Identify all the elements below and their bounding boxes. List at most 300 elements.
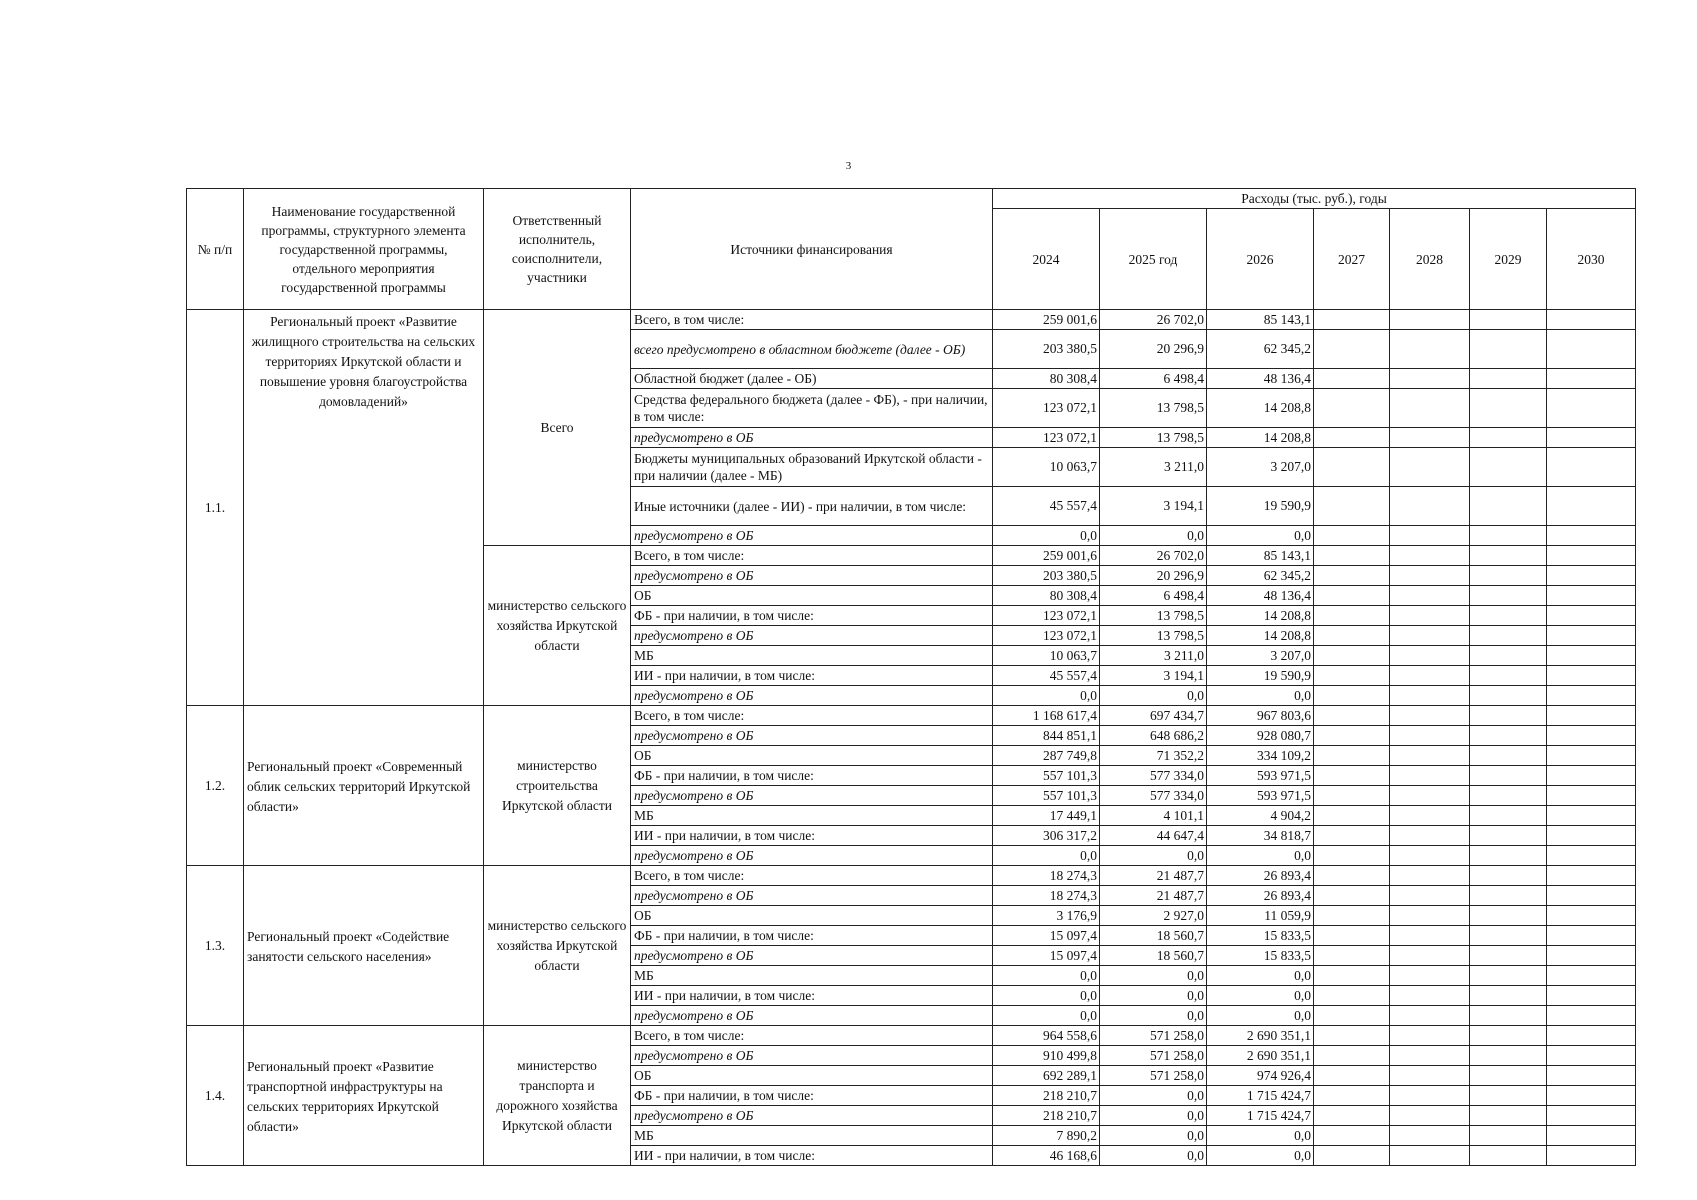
funding-source: предусмотрено в ОБ xyxy=(631,1006,993,1026)
year-value: 0,0 xyxy=(993,1006,1100,1026)
year-value: 0,0 xyxy=(1207,846,1314,866)
year-value xyxy=(1314,786,1390,806)
year-value xyxy=(1390,906,1470,926)
year-value xyxy=(1470,448,1547,487)
funding-source: Бюджеты муниципальных образований Иркутской области - при наличии (далее - МБ) xyxy=(631,448,993,487)
executor: министерство строительства Иркутской области xyxy=(484,706,631,866)
year-value xyxy=(1470,1146,1547,1166)
year-value xyxy=(1390,448,1470,487)
year-value xyxy=(1390,586,1470,606)
section-number: 1.4. xyxy=(187,1026,244,1166)
header-year: 2027 xyxy=(1314,209,1390,310)
year-value xyxy=(1547,906,1636,926)
year-value: 2 690 351,1 xyxy=(1207,1026,1314,1046)
year-value xyxy=(1390,806,1470,826)
year-value xyxy=(1314,546,1390,566)
year-value: 0,0 xyxy=(1100,1006,1207,1026)
year-value: 10 063,7 xyxy=(993,448,1100,487)
year-value xyxy=(1314,389,1390,428)
year-value: 334 109,2 xyxy=(1207,746,1314,766)
year-value xyxy=(1470,766,1547,786)
year-value xyxy=(1390,826,1470,846)
year-value xyxy=(1314,986,1390,1006)
year-value xyxy=(1314,448,1390,487)
year-value xyxy=(1314,686,1390,706)
year-value: 18 274,3 xyxy=(993,886,1100,906)
year-value xyxy=(1547,1086,1636,1106)
year-value: 20 296,9 xyxy=(1100,330,1207,369)
header-expenses: Расходы (тыс. руб.), годы xyxy=(993,189,1636,209)
year-value xyxy=(1470,866,1547,886)
funding-source: ИИ - при наличии, в том числе: xyxy=(631,986,993,1006)
year-value xyxy=(1314,706,1390,726)
year-value xyxy=(1314,526,1390,546)
year-value xyxy=(1547,726,1636,746)
year-value: 203 380,5 xyxy=(993,566,1100,586)
year-value xyxy=(1470,626,1547,646)
year-value xyxy=(1314,626,1390,646)
year-value: 10 063,7 xyxy=(993,646,1100,666)
budget-table xyxy=(186,188,1636,1166)
year-value xyxy=(1314,1046,1390,1066)
year-value: 218 210,7 xyxy=(993,1106,1100,1126)
year-value xyxy=(1314,586,1390,606)
section-number: 1.2. xyxy=(187,706,244,866)
year-value xyxy=(1470,906,1547,926)
year-value xyxy=(1470,428,1547,448)
year-value: 45 557,4 xyxy=(993,487,1100,526)
year-value: 557 101,3 xyxy=(993,766,1100,786)
year-value: 259 001,6 xyxy=(993,310,1100,330)
year-value: 0,0 xyxy=(1100,1146,1207,1166)
header-year: 2028 xyxy=(1390,209,1470,310)
header-year: 2029 xyxy=(1470,209,1547,310)
year-value xyxy=(1470,886,1547,906)
year-value xyxy=(1390,846,1470,866)
year-value xyxy=(1547,826,1636,846)
year-value xyxy=(1314,330,1390,369)
year-value xyxy=(1470,806,1547,826)
year-value xyxy=(1470,330,1547,369)
year-value: 0,0 xyxy=(1100,1106,1207,1126)
year-value: 26 893,4 xyxy=(1207,866,1314,886)
funding-source: МБ xyxy=(631,966,993,986)
section-name: Региональный проект «Современный облик сельских территорий Иркутской области» xyxy=(244,706,484,866)
year-value: 218 210,7 xyxy=(993,1086,1100,1106)
year-value xyxy=(1547,428,1636,448)
funding-source: ИИ - при наличии, в том числе: xyxy=(631,1146,993,1166)
year-value: 13 798,5 xyxy=(1100,389,1207,428)
year-value xyxy=(1547,448,1636,487)
year-value xyxy=(1547,966,1636,986)
header-year: 2024 xyxy=(993,209,1100,310)
year-value: 80 308,4 xyxy=(993,369,1100,389)
header-year: 2025 год xyxy=(1100,209,1207,310)
year-value xyxy=(1547,546,1636,566)
year-value xyxy=(1470,966,1547,986)
year-value: 6 498,4 xyxy=(1100,369,1207,389)
year-value xyxy=(1470,706,1547,726)
year-value: 577 334,0 xyxy=(1100,766,1207,786)
year-value xyxy=(1547,606,1636,626)
year-value: 14 208,8 xyxy=(1207,389,1314,428)
year-value: 123 072,1 xyxy=(993,389,1100,428)
year-value xyxy=(1314,1086,1390,1106)
year-value: 593 971,5 xyxy=(1207,766,1314,786)
year-value xyxy=(1470,926,1547,946)
funding-source: Всего, в том числе: xyxy=(631,1026,993,1046)
funding-source: МБ xyxy=(631,1126,993,1146)
funding-source: предусмотрено в ОБ xyxy=(631,786,993,806)
year-value: 15 097,4 xyxy=(993,926,1100,946)
year-value xyxy=(1470,487,1547,526)
year-value xyxy=(1314,766,1390,786)
year-value: 2 927,0 xyxy=(1100,906,1207,926)
year-value xyxy=(1314,369,1390,389)
year-value xyxy=(1314,906,1390,926)
year-value xyxy=(1547,526,1636,546)
year-value xyxy=(1547,330,1636,369)
section-name: Региональный проект «Содействие занятости сельского населения» xyxy=(244,866,484,1026)
year-value xyxy=(1390,886,1470,906)
year-value xyxy=(1547,986,1636,1006)
year-value xyxy=(1390,1046,1470,1066)
year-value: 3 211,0 xyxy=(1100,646,1207,666)
year-value xyxy=(1390,369,1470,389)
year-value: 44 647,4 xyxy=(1100,826,1207,846)
year-value xyxy=(1547,866,1636,886)
year-value: 26 702,0 xyxy=(1100,310,1207,330)
year-value: 3 194,1 xyxy=(1100,487,1207,526)
year-value: 0,0 xyxy=(1207,686,1314,706)
year-value: 0,0 xyxy=(993,966,1100,986)
funding-source: ИИ - при наличии, в том числе: xyxy=(631,666,993,686)
year-value xyxy=(1470,1026,1547,1046)
funding-source: предусмотрено в ОБ xyxy=(631,886,993,906)
year-value xyxy=(1314,666,1390,686)
year-value xyxy=(1390,646,1470,666)
year-value: 557 101,3 xyxy=(993,786,1100,806)
funding-source: МБ xyxy=(631,806,993,826)
year-value xyxy=(1390,606,1470,626)
year-value: 577 334,0 xyxy=(1100,786,1207,806)
year-value xyxy=(1314,806,1390,826)
year-value xyxy=(1314,746,1390,766)
year-value: 14 208,8 xyxy=(1207,428,1314,448)
year-value: 21 487,7 xyxy=(1100,866,1207,886)
year-value xyxy=(1470,1006,1547,1026)
funding-source: ОБ xyxy=(631,746,993,766)
year-value xyxy=(1390,310,1470,330)
year-value xyxy=(1547,746,1636,766)
year-value: 123 072,1 xyxy=(993,626,1100,646)
year-value xyxy=(1314,926,1390,946)
year-value xyxy=(1470,946,1547,966)
year-value: 0,0 xyxy=(1100,526,1207,546)
year-value xyxy=(1314,1066,1390,1086)
year-value: 18 560,7 xyxy=(1100,946,1207,966)
funding-source: предусмотрено в ОБ xyxy=(631,1106,993,1126)
year-value: 1 715 424,7 xyxy=(1207,1086,1314,1106)
table-body xyxy=(187,310,1636,1166)
year-value: 123 072,1 xyxy=(993,606,1100,626)
year-value xyxy=(1390,986,1470,1006)
year-value xyxy=(1390,706,1470,726)
funding-source: Всего, в том числе: xyxy=(631,706,993,726)
year-value: 85 143,1 xyxy=(1207,546,1314,566)
funding-source: предусмотрено в ОБ xyxy=(631,686,993,706)
year-value: 306 317,2 xyxy=(993,826,1100,846)
year-value xyxy=(1314,1026,1390,1046)
year-value xyxy=(1547,566,1636,586)
year-value: 46 168,6 xyxy=(993,1146,1100,1166)
year-value xyxy=(1314,606,1390,626)
year-value: 964 558,6 xyxy=(993,1026,1100,1046)
year-value: 1 168 617,4 xyxy=(993,706,1100,726)
year-value xyxy=(1390,726,1470,746)
year-value xyxy=(1314,826,1390,846)
year-value xyxy=(1470,646,1547,666)
year-value xyxy=(1470,310,1547,330)
executor: Всего xyxy=(484,310,631,546)
year-value xyxy=(1390,1146,1470,1166)
table-row xyxy=(187,1026,1636,1046)
year-value xyxy=(1390,866,1470,886)
year-value: 571 258,0 xyxy=(1100,1026,1207,1046)
year-value xyxy=(1470,826,1547,846)
year-value: 13 798,5 xyxy=(1100,606,1207,626)
year-value: 26 702,0 xyxy=(1100,546,1207,566)
year-value xyxy=(1547,846,1636,866)
page-number: 3 xyxy=(845,160,852,172)
year-value xyxy=(1470,786,1547,806)
year-value xyxy=(1547,1066,1636,1086)
funding-source: предусмотрено в ОБ xyxy=(631,726,993,746)
year-value xyxy=(1390,686,1470,706)
year-value: 123 072,1 xyxy=(993,428,1100,448)
year-value xyxy=(1547,706,1636,726)
year-value xyxy=(1314,428,1390,448)
year-value xyxy=(1470,586,1547,606)
funding-source: всего предусмотрено в областном бюджете (далее - ОБ) xyxy=(631,330,993,369)
funding-source: предусмотрено в ОБ xyxy=(631,566,993,586)
year-value xyxy=(1390,666,1470,686)
year-value: 3 176,9 xyxy=(993,906,1100,926)
year-value xyxy=(1470,986,1547,1006)
year-value: 13 798,5 xyxy=(1100,626,1207,646)
year-value: 11 059,9 xyxy=(1207,906,1314,926)
funding-source: ОБ xyxy=(631,906,993,926)
year-value: 0,0 xyxy=(1207,1126,1314,1146)
year-value: 287 749,8 xyxy=(993,746,1100,766)
year-value xyxy=(1390,389,1470,428)
year-value: 7 890,2 xyxy=(993,1126,1100,1146)
section-number: 1.1. xyxy=(187,310,244,706)
year-value: 0,0 xyxy=(993,526,1100,546)
table-row xyxy=(187,310,1636,330)
year-value: 4 904,2 xyxy=(1207,806,1314,826)
year-value xyxy=(1470,686,1547,706)
funding-source: МБ xyxy=(631,646,993,666)
year-value xyxy=(1547,487,1636,526)
year-value xyxy=(1390,526,1470,546)
year-value: 48 136,4 xyxy=(1207,369,1314,389)
year-value: 18 274,3 xyxy=(993,866,1100,886)
year-value: 0,0 xyxy=(1207,1006,1314,1026)
year-value xyxy=(1470,1046,1547,1066)
executor: министерство сельского хозяйства Иркутской области xyxy=(484,866,631,1026)
funding-source: Иные источники (далее - ИИ) - при наличии, в том числе: xyxy=(631,487,993,526)
year-value: 593 971,5 xyxy=(1207,786,1314,806)
year-value: 928 080,7 xyxy=(1207,726,1314,746)
year-value xyxy=(1547,1026,1636,1046)
year-value: 974 926,4 xyxy=(1207,1066,1314,1086)
year-value xyxy=(1470,746,1547,766)
year-value xyxy=(1470,1086,1547,1106)
funding-source: ФБ - при наличии, в том числе: xyxy=(631,1086,993,1106)
year-value xyxy=(1314,487,1390,526)
section-name: Региональный проект «Развитие транспортной инфраструктуры на сельских территориях Иркутской области» xyxy=(244,1026,484,1166)
header-source: Источники финансирования xyxy=(631,189,993,310)
funding-source: предусмотрено в ОБ xyxy=(631,626,993,646)
year-value xyxy=(1470,526,1547,546)
year-value xyxy=(1547,626,1636,646)
year-value xyxy=(1547,1106,1636,1126)
year-value: 967 803,6 xyxy=(1207,706,1314,726)
executor: министерство транспорта и дорожного хозяйства Иркутской области xyxy=(484,1026,631,1166)
year-value: 203 380,5 xyxy=(993,330,1100,369)
year-value: 648 686,2 xyxy=(1100,726,1207,746)
year-value xyxy=(1547,806,1636,826)
year-value: 0,0 xyxy=(1100,1126,1207,1146)
year-value: 0,0 xyxy=(1207,986,1314,1006)
funding-source: предусмотрено в ОБ xyxy=(631,846,993,866)
year-value xyxy=(1390,566,1470,586)
funding-source: предусмотрено в ОБ xyxy=(631,428,993,448)
year-value: 15 833,5 xyxy=(1207,946,1314,966)
year-value xyxy=(1390,926,1470,946)
funding-source: ФБ - при наличии, в том числе: xyxy=(631,926,993,946)
year-value xyxy=(1547,646,1636,666)
year-value xyxy=(1470,666,1547,686)
header-year: 2026 xyxy=(1207,209,1314,310)
year-value xyxy=(1547,369,1636,389)
year-value: 3 207,0 xyxy=(1207,448,1314,487)
header-name: Наименование государственной программы, структурного элемента государственной программы, отдельного мероприятия государственной программы xyxy=(244,189,484,310)
year-value: 0,0 xyxy=(1207,1146,1314,1166)
year-value: 13 798,5 xyxy=(1100,428,1207,448)
year-value xyxy=(1547,389,1636,428)
year-value xyxy=(1470,389,1547,428)
year-value: 910 499,8 xyxy=(993,1046,1100,1066)
year-value xyxy=(1547,926,1636,946)
year-value: 0,0 xyxy=(993,846,1100,866)
year-value xyxy=(1314,846,1390,866)
year-value: 571 258,0 xyxy=(1100,1046,1207,1066)
year-value: 62 345,2 xyxy=(1207,566,1314,586)
funding-source: Всего, в том числе: xyxy=(631,866,993,886)
year-value: 34 818,7 xyxy=(1207,826,1314,846)
year-value xyxy=(1314,886,1390,906)
year-value: 80 308,4 xyxy=(993,586,1100,606)
year-value: 0,0 xyxy=(993,686,1100,706)
year-value: 48 136,4 xyxy=(1207,586,1314,606)
year-value: 15 833,5 xyxy=(1207,926,1314,946)
year-value: 6 498,4 xyxy=(1100,586,1207,606)
year-value xyxy=(1547,1006,1636,1026)
year-value xyxy=(1547,686,1636,706)
year-value: 0,0 xyxy=(1207,966,1314,986)
year-value xyxy=(1470,606,1547,626)
year-value xyxy=(1390,487,1470,526)
year-value: 20 296,9 xyxy=(1100,566,1207,586)
year-value xyxy=(1547,786,1636,806)
year-value: 3 207,0 xyxy=(1207,646,1314,666)
funding-source: ИИ - при наличии, в том числе: xyxy=(631,826,993,846)
year-value xyxy=(1390,786,1470,806)
year-value xyxy=(1470,566,1547,586)
table-row xyxy=(187,866,1636,886)
funding-source: Средства федерального бюджета (далее - ФБ), - при наличии, в том числе: xyxy=(631,389,993,428)
year-value xyxy=(1314,1106,1390,1126)
year-value: 19 590,9 xyxy=(1207,666,1314,686)
funding-source: ОБ xyxy=(631,586,993,606)
executor: министерство сельского хозяйства Иркутской области xyxy=(484,546,631,706)
year-value xyxy=(1314,726,1390,746)
year-value: 4 101,1 xyxy=(1100,806,1207,826)
year-value xyxy=(1390,1086,1470,1106)
year-value: 0,0 xyxy=(1100,1086,1207,1106)
table-row xyxy=(187,706,1636,726)
funding-source: предусмотрено в ОБ xyxy=(631,526,993,546)
year-value: 0,0 xyxy=(1100,686,1207,706)
year-value xyxy=(1390,1126,1470,1146)
year-value xyxy=(1470,546,1547,566)
year-value xyxy=(1390,1066,1470,1086)
year-value xyxy=(1390,626,1470,646)
year-value xyxy=(1314,1126,1390,1146)
year-value xyxy=(1547,1146,1636,1166)
year-value xyxy=(1314,946,1390,966)
year-value xyxy=(1547,586,1636,606)
year-value xyxy=(1390,546,1470,566)
year-value: 71 352,2 xyxy=(1100,746,1207,766)
year-value xyxy=(1314,966,1390,986)
year-value xyxy=(1390,1106,1470,1126)
year-value: 697 434,7 xyxy=(1100,706,1207,726)
year-value: 3 194,1 xyxy=(1100,666,1207,686)
year-value: 844 851,1 xyxy=(993,726,1100,746)
year-value: 1 715 424,7 xyxy=(1207,1106,1314,1126)
year-value: 3 211,0 xyxy=(1100,448,1207,487)
year-value: 692 289,1 xyxy=(993,1066,1100,1086)
funding-source: ОБ xyxy=(631,1066,993,1086)
year-value: 2 690 351,1 xyxy=(1207,1046,1314,1066)
year-value xyxy=(1314,310,1390,330)
year-value: 18 560,7 xyxy=(1100,926,1207,946)
year-value: 0,0 xyxy=(1100,986,1207,1006)
header-executor: Ответственный исполнитель, соисполнители, участники xyxy=(484,189,631,310)
year-value xyxy=(1547,1046,1636,1066)
year-value: 19 590,9 xyxy=(1207,487,1314,526)
year-value: 0,0 xyxy=(1207,526,1314,546)
year-value xyxy=(1314,1146,1390,1166)
year-value: 0,0 xyxy=(1100,846,1207,866)
year-value xyxy=(1314,566,1390,586)
funding-source: ФБ - при наличии, в том числе: xyxy=(631,606,993,626)
year-value xyxy=(1470,1106,1547,1126)
year-value: 0,0 xyxy=(993,986,1100,1006)
